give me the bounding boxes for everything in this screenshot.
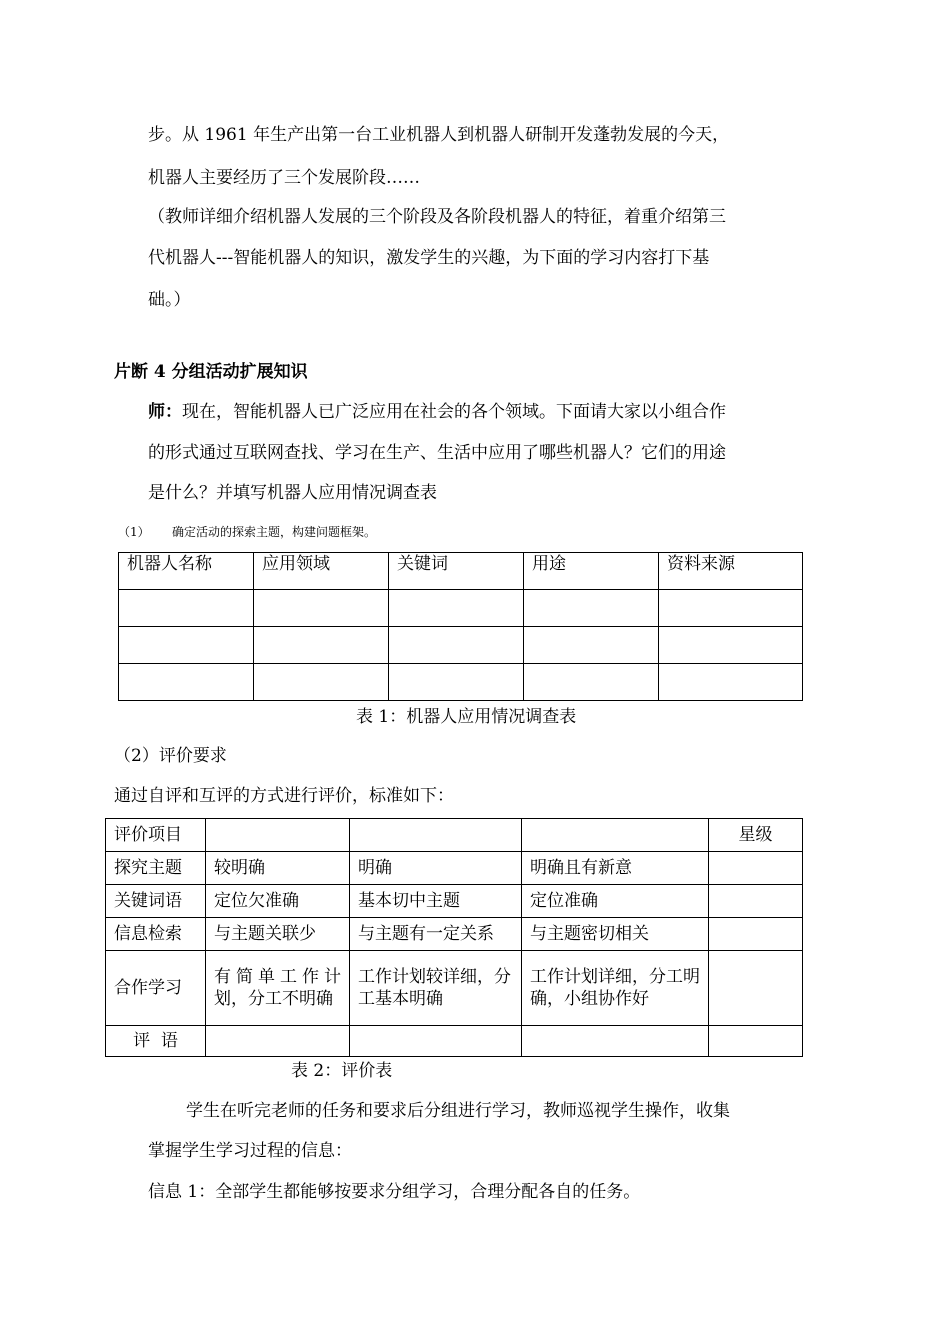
table-header-cell: 资料来源 (659, 553, 803, 590)
table-cell (659, 590, 803, 627)
eval-comment-label: 评 语 (106, 1026, 206, 1057)
eval-header-level-2 (350, 819, 522, 852)
teacher-line-1 (148, 400, 726, 424)
intro-line-2: 机器人主要经历了三个发展阶段…… (148, 168, 420, 188)
table-cell: 与主题有一定关系 (350, 918, 522, 951)
eval-header-level-3 (522, 819, 709, 852)
table-header-cell: 机器人名称 (119, 553, 254, 590)
outro-line-3: 信息 1：全部学生都能够按要求分组学习，合理分配各自的任务。 (148, 1182, 641, 1202)
step1-text: 确定活动的探索主题，构建问题框架。 (172, 525, 377, 539)
eval-header-item: 评价项目 (106, 819, 206, 852)
teacher-line-3: 是什么？并填写机器人应用情况调查表 (148, 483, 437, 503)
table-cell: 明确且有新意 (522, 852, 709, 885)
section-heading: 片断 4 分组活动扩展知识 (114, 362, 308, 382)
table-cell: 工作计划较详细，分工基本明确 (350, 951, 522, 1026)
table-cell (709, 1026, 803, 1057)
table-cell: 与主题关联少 (206, 918, 350, 951)
table-cell (389, 664, 524, 701)
table-cell (709, 885, 803, 918)
table-cell: 工作计划详细，分工明确，小组协作好 (522, 951, 709, 1026)
table-cell: 关键词语 (106, 885, 206, 918)
table-cell: 与主题密切相关 (522, 918, 709, 951)
intro-line-5: 础。） (148, 290, 191, 310)
table-cell (389, 590, 524, 627)
table2-caption: 表 2：评价表 (291, 1061, 393, 1081)
table-cell: 明确 (350, 852, 522, 885)
step1-number: （1） (118, 525, 150, 539)
table-cell (254, 627, 389, 664)
evaluation-table (105, 818, 803, 1057)
table-cell (709, 951, 803, 1026)
table-header-row (119, 553, 803, 590)
table-cell: 探究主题 (106, 852, 206, 885)
table-header-cell: 用途 (524, 553, 659, 590)
table-row (106, 918, 803, 951)
table-cell (524, 590, 659, 627)
table-cell: 合作学习 (106, 951, 206, 1026)
step2-label: （2）评价要求 (114, 746, 227, 766)
intro-line-1: 步。从 1961 年生产出第一台工业机器人到机器人研制开发蓬勃发展的今天， (148, 125, 730, 145)
table-row (106, 951, 803, 1026)
survey-table (118, 552, 803, 701)
table-cell (709, 852, 803, 885)
teacher-label: 师： (148, 402, 182, 422)
table-cell (119, 627, 254, 664)
table-cell (524, 664, 659, 701)
table-cell (522, 1026, 709, 1057)
outro-line-2: 掌握学生学习过程的信息： (148, 1141, 352, 1161)
table-row (119, 627, 803, 664)
table-cell (206, 1026, 350, 1057)
table-cell (709, 918, 803, 951)
table-cell (119, 590, 254, 627)
outro-line-1: 学生在听完老师的任务和要求后分组进行学习，教师巡视学生操作，收集 (186, 1101, 730, 1121)
teacher-line-2: 的形式通过互联网查找、学习在生产、生活中应用了哪些机器人？它们的用途 (148, 443, 726, 463)
table-row (119, 590, 803, 627)
step2-intro: 通过自评和互评的方式进行评价，标准如下： (114, 786, 454, 806)
table-cell (350, 1026, 522, 1057)
table-header-cell: 应用领域 (254, 553, 389, 590)
eval-header-row (106, 819, 803, 852)
table-cell (524, 627, 659, 664)
table1-caption: 表 1：机器人应用情况调查表 (356, 707, 577, 727)
table-cell: 有简单工作计划，分工不明确 (206, 951, 350, 1026)
table-row (106, 885, 803, 918)
eval-header-stars: 星级 (709, 819, 803, 852)
eval-comment-row (106, 1026, 803, 1057)
intro-line-3: （教师详细介绍机器人发展的三个阶段及各阶段机器人的特征，着重介绍第三 (148, 207, 726, 227)
table-cell (659, 627, 803, 664)
table-cell (389, 627, 524, 664)
table-cell: 定位准确 (522, 885, 709, 918)
table-cell: 定位欠准确 (206, 885, 350, 918)
table-cell: 信息检索 (106, 918, 206, 951)
table-cell (254, 664, 389, 701)
table-header-cell: 关键词 (389, 553, 524, 590)
intro-line-4: 代机器人---智能机器人的知识，激发学生的兴趣，为下面的学习内容打下基 (148, 248, 710, 268)
table-cell: 较明确 (206, 852, 350, 885)
table-cell (254, 590, 389, 627)
eval-header-level-1 (206, 819, 350, 852)
table-cell (659, 664, 803, 701)
table-cell: 基本切中主题 (350, 885, 522, 918)
teacher-text-1: 现在，智能机器人已广泛应用在社会的各个领域。下面请大家以小组合作 (182, 402, 726, 422)
table-cell (119, 664, 254, 701)
table-row (106, 852, 803, 885)
table-row (119, 664, 803, 701)
